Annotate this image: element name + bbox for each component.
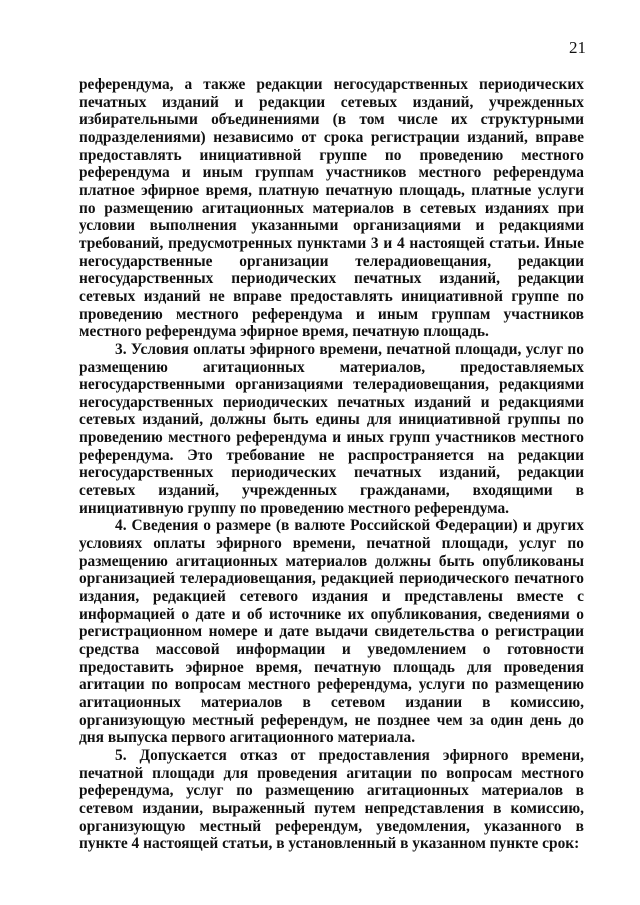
page-number: 21 <box>569 38 586 57</box>
paragraph-continuation: референдума, а также редакции негосударственных периодических печатных изданий и редакции сетевых изданий, учрежденных избирательными объединениями (в том числе их структурными подразделениями) независимо от срока регистрации изданий, вправе предоставлять инициативной группе по проведению местного референдума и иным группам участников местного референдума платное эфирное время, платную печатную площадь, платные услуги по размещению агитационных материалов в сетевых изданиях при условии выполнения указанными организациями и редакциями требований, предусмотренных пунктами 3 и 4 настоящей статьи. Иные негосударственные организации телерадиовещания, редакции негосударственных периодических печатных изданий, редакции сетевых изданий не вправе предоставлять инициативной группе по проведению местного референдума и иным группам участников местного референдума эфирное время, печатную площадь. <box>79 76 584 341</box>
document-body <box>79 76 584 853</box>
paragraph-item-4: 4. Сведения о размере (в валюте Российской Федерации) и других условиях оплаты эфирного времени, печатной площади, услуг по размещению агитационных материалов должны быть опубликованы организацией телерадиовещания, редакцией периодического печатного издания, редакцией сетевого издания и представлены вместе с информацией о дате и об источнике их опубликования, сведениями о регистрационном номере и дате выдачи свидетельства о регистрации средства массовой информации и уведомлением о готовности предоставить эфирное время, печатную площадь для проведения агитации по вопросам местного референдума, услуги по размещению агитационных материалов в сетевом издании в комиссию, организующую местный референдум, не позднее чем за один день до дня выпуска первого агитационного материала. <box>79 517 584 747</box>
paragraph-item-3: 3. Условия оплаты эфирного времени, печатной площади, услуг по размещению агитационных материалов, предоставляемых негосударственными организациями телерадиовещания, редакциями негосударственных периодических печатных изданий и редакциями сетевых изданий, должны быть едины для инициативной группы по проведению местного референдума и иных групп участников местного референдума. Это требование не распространяется на редакции негосударственных периодических печатных изданий, редакции сетевых изданий, учрежденных гражданами, входящими в инициативную группу по проведению местного референдума. <box>79 340 584 517</box>
paragraph-item-5: 5. Допускается отказ от предоставления эфирного времени, печатной площади для проведения агитации по вопросам местного референдума, услуг по размещению агитационных материалов в сетевом издании, выраженный путем непредставления в комиссию, организующую местный референдум, уведомления, указанного в пункте 4 настоящей статьи, в установленный в указанном пункте срок: <box>79 746 584 853</box>
